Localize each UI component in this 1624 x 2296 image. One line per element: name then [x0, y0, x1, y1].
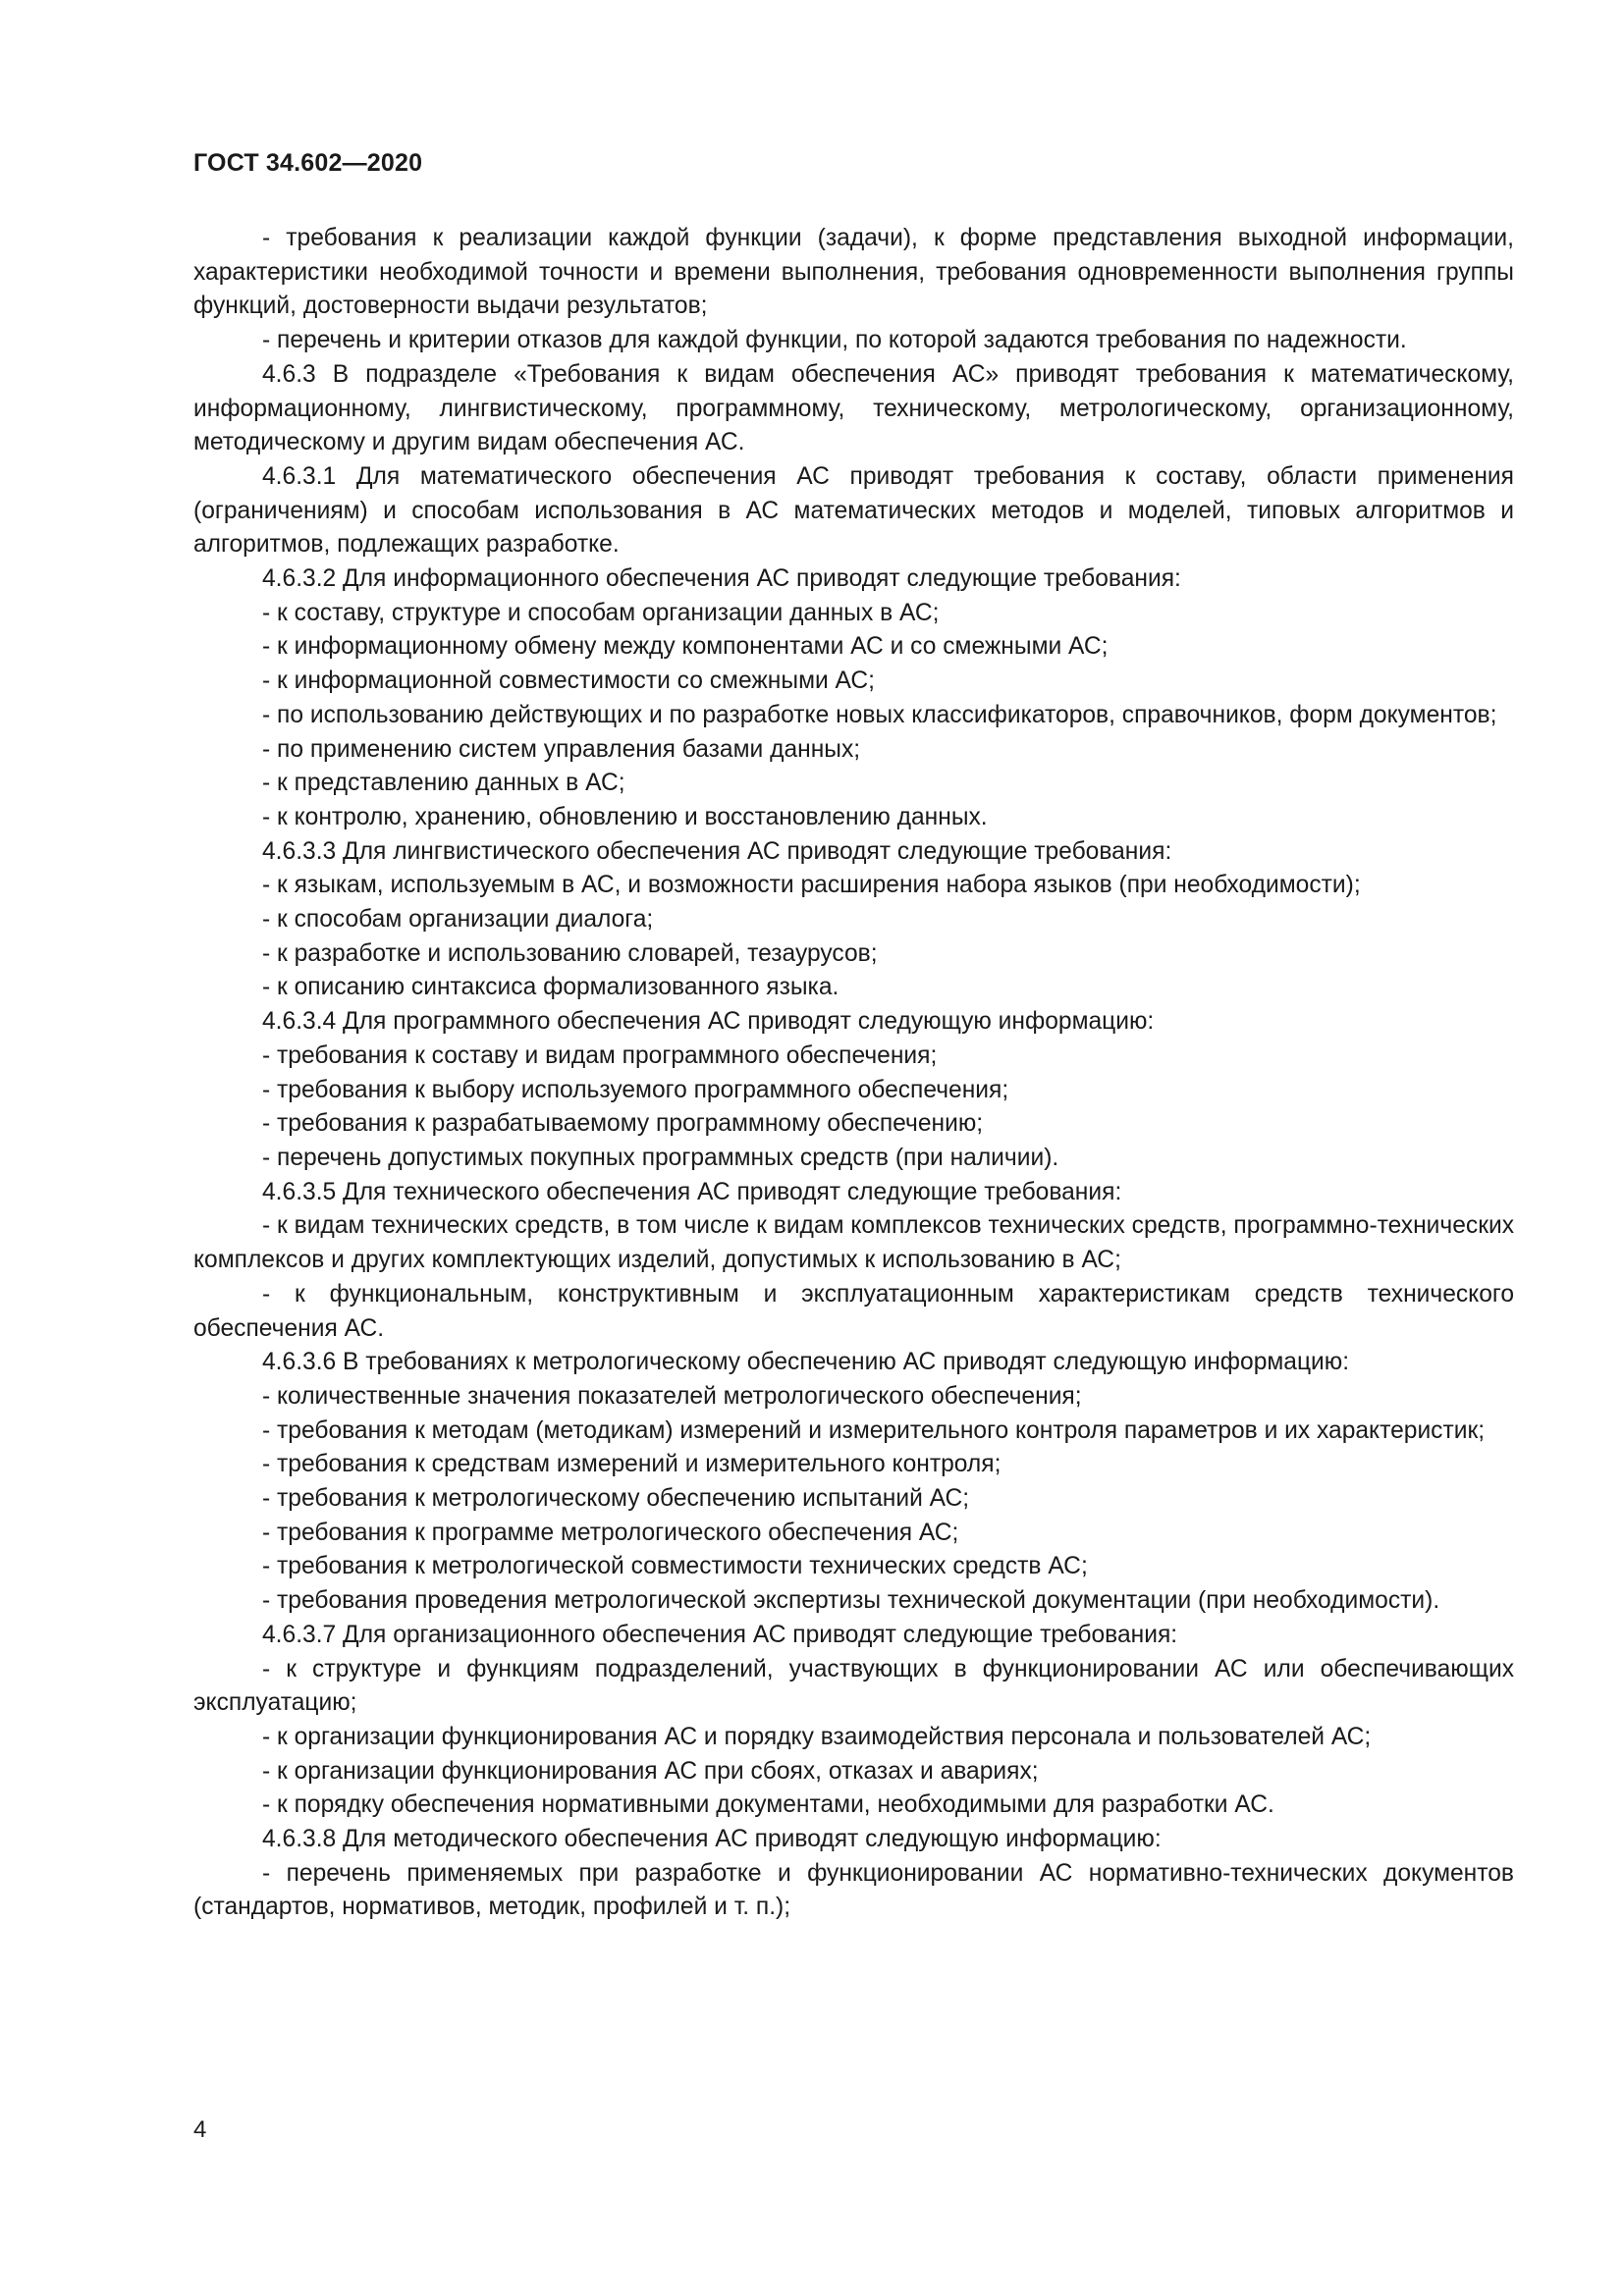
paragraph: - требования к реализации каждой функции (задачи), к форме представления выходной информации, характеристики необходимой точности и времени выполнения, требования одновременности выполнения группы функций, достоверности выдачи результатов; — [193, 225, 1514, 320]
paragraph: - требования проведения метрологической экспертизы технической документации (при необходимости). — [262, 1587, 1440, 1615]
paragraph: - количественные значения показателей метрологического обеспечения; — [262, 1382, 1082, 1410]
paragraph: - к описанию синтаксиса формализованного языка. — [262, 974, 839, 1001]
paragraph: - к функциональным, конструктивным и эксплуатационным характеристикам средств технического обеспечения АС. — [193, 1280, 1514, 1342]
paragraph: - перечень допустимых покупных программных средств (при наличии). — [262, 1144, 1059, 1171]
paragraph: - к информационному обмену между компонентами АС и со смежными АС; — [262, 633, 1109, 661]
paragraph: - требования к составу и видам программного обеспечения; — [262, 1041, 938, 1069]
paragraph: - перечень и критерии отказов для каждой функции, по которой задаются требования по надежности. — [262, 327, 1407, 354]
paragraph: - требования к выбору используемого программного обеспечения; — [262, 1076, 1009, 1103]
paragraph: - к организации функционирования АС и порядку взаимодействия персонала и пользователей АС; — [262, 1723, 1372, 1750]
document-body — [193, 222, 1514, 1925]
page-number: 4 — [193, 2116, 207, 2143]
paragraph: - к разработке и использованию словарей, тезаурусов; — [262, 939, 878, 967]
paragraph: - к представлению данных в АС; — [262, 770, 625, 797]
paragraph: - к порядку обеспечения нормативными документами, необходимыми для разработки АС. — [262, 1791, 1274, 1819]
paragraph: - требования к методам (методикам) измерений и измерительного контроля параметров и их характеристик; — [262, 1416, 1486, 1444]
paragraph: - требования к средствам измерений и измерительного контроля; — [262, 1451, 1001, 1478]
paragraph: 4.6.3.6 В требованиях к метрологическому обеспечению АС приводят следующую информацию: — [262, 1349, 1350, 1376]
paragraph: 4.6.3.2 Для информационного обеспечения АС приводят следующие требования: — [262, 565, 1181, 593]
paragraph: - по применению систем управления базами данных; — [262, 735, 861, 763]
paragraph: 4.6.3.4 Для программного обеспечения АС приводят следующую информацию: — [262, 1008, 1155, 1036]
paragraph: - к способам организации диалога; — [262, 906, 654, 934]
paragraph: 4.6.3.8 Для методического обеспечения АС приводят следующую информацию: — [262, 1826, 1162, 1853]
paragraph: - требования к программе метрологического обеспечения АС; — [262, 1519, 959, 1546]
paragraph: 4.6.3.1 Для математического обеспечения АС приводят требования к составу, области применения (ограничениям) и способам использования в АС математических методов и моделей, типовых алгоритмов и алгоритмов, подлежащих разработке. — [193, 462, 1514, 559]
paragraph: - к структуре и функциям подразделений, участвующих в функционировании АС или обеспечивающих эксплуатацию; — [193, 1655, 1514, 1717]
paragraph: 4.6.3.3 Для лингвистического обеспечения АС приводят следующие требования: — [262, 837, 1172, 865]
paragraph: - требования к метрологическому обеспечению испытаний АС; — [262, 1485, 970, 1513]
standard-code-header: ГОСТ 34.602—2020 — [193, 149, 423, 177]
paragraph: - к видам технических средств, в том числе к видам комплексов технических средств, программно-технических комплексов и других комплектующих изделий, допустимых к использованию в АС; — [193, 1212, 1514, 1274]
paragraph: - по использованию действующих и по разработке новых классификаторов, справочников, форм документов; — [262, 701, 1497, 728]
paragraph: - к языкам, используемым в АС, и возможности расширения набора языков (при необходимости); — [262, 872, 1361, 899]
paragraph: - к организации функционирования АС при сбоях, отказах и авариях; — [262, 1757, 1039, 1785]
paragraph: 4.6.3.7 Для организационного обеспечения АС приводят следующие требования: — [262, 1621, 1178, 1648]
paragraph: - к составу, структуре и способам организации данных в АС; — [262, 599, 940, 626]
paragraph: - требования к метрологической совместимости технических средств АС; — [262, 1553, 1088, 1580]
paragraph: - к информационной совместимости со смежными АС; — [262, 667, 876, 695]
paragraph: - перечень применяемых при разработке и функционировании АС нормативно-технических документов (стандартов, нормативов, методик, профилей и т. п.); — [193, 1859, 1514, 1921]
paragraph: 4.6.3.5 Для технического обеспечения АС приводят следующие требования: — [262, 1178, 1122, 1205]
paragraph: 4.6.3 В подразделе «Требования к видам обеспечения АС» приводят требования к математическому, информационному, лингвистическому, программному, техническому, метрологическому, организационному, методическому и другим видам обеспечения АС. — [193, 360, 1514, 456]
paragraph: - требования к разрабатываемому программному обеспечению; — [262, 1110, 984, 1138]
paragraph: - к контролю, хранению, обновлению и восстановлению данных. — [262, 803, 988, 830]
